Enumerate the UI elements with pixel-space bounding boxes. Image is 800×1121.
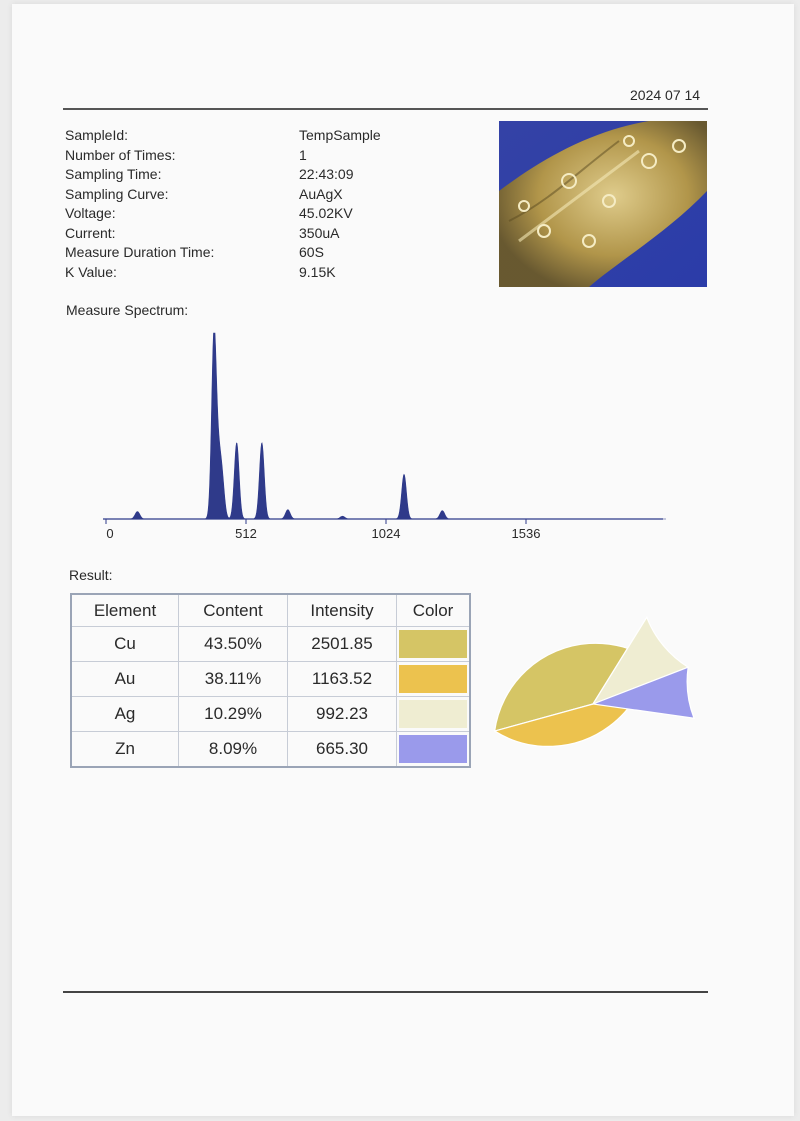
result-table <box>70 593 471 768</box>
intensity-cell: 1163.52 <box>288 662 397 697</box>
table-row <box>71 627 470 662</box>
info-value: TempSample <box>299 127 381 143</box>
info-value: AuAgX <box>299 185 343 202</box>
color-swatch <box>399 630 467 658</box>
info-value: 60S <box>299 244 324 260</box>
info-label: Sampling Curve: <box>65 185 169 202</box>
spectrum-tick-label: 1024 <box>371 526 401 540</box>
element-cell: Zn <box>71 732 179 768</box>
column-header-element: Element <box>71 594 179 627</box>
info-label: Current: <box>65 224 116 241</box>
intensity-cell: 2501.85 <box>288 627 397 662</box>
info-label: K Value: <box>65 263 117 280</box>
color-cell <box>397 627 471 662</box>
color-swatch <box>399 665 467 693</box>
info-label: Sampling Time: <box>65 166 162 182</box>
spectrum-tick-label: 0 <box>106 526 114 540</box>
color-cell <box>397 732 471 768</box>
table-row <box>71 732 470 768</box>
info-label: Number of Times: <box>65 146 176 163</box>
content-cell: 38.11% <box>179 662 288 697</box>
header-rule <box>63 108 708 110</box>
content-cell: 43.50% <box>179 627 288 662</box>
intensity-cell: 992.23 <box>288 697 397 732</box>
element-cell: Au <box>71 662 179 697</box>
table-header-row <box>71 594 470 627</box>
column-header-content: Content <box>179 594 288 627</box>
table-row <box>71 662 470 697</box>
intensity-cell: 665.30 <box>288 732 397 768</box>
color-cell <box>397 697 471 732</box>
info-value: 350uA <box>299 224 340 241</box>
footer-rule <box>63 991 708 993</box>
column-header-intensity: Intensity <box>288 594 397 627</box>
info-value: 22:43:09 <box>299 166 354 182</box>
color-swatch <box>399 735 467 763</box>
info-label: Measure Duration Time: <box>65 244 215 260</box>
spectrum-tick-label: 1536 <box>511 526 541 540</box>
color-swatch <box>399 700 467 728</box>
element-cell: Ag <box>71 697 179 732</box>
spectrum-title: Measure Spectrum: <box>66 302 189 318</box>
column-header-color: Color <box>397 594 471 627</box>
report-date: 2024 07 14 <box>630 87 701 103</box>
result-title: Result: <box>69 567 113 583</box>
composition-pie-chart <box>487 601 699 809</box>
content-cell: 10.29% <box>179 697 288 732</box>
info-value: 45.02KV <box>299 205 353 221</box>
color-cell <box>397 662 471 697</box>
sample-photo <box>499 121 707 287</box>
spectrum-chart <box>96 325 668 540</box>
info-value: 9.15K <box>299 263 336 280</box>
info-label: SampleId: <box>65 127 129 143</box>
content-cell: 8.09% <box>179 732 288 768</box>
table-row <box>71 697 470 732</box>
info-label: Voltage: <box>65 205 116 221</box>
spectrum-series <box>106 333 666 519</box>
info-value: 1 <box>299 146 307 163</box>
element-cell: Cu <box>71 627 179 662</box>
spectrum-tick-label: 512 <box>235 526 257 540</box>
